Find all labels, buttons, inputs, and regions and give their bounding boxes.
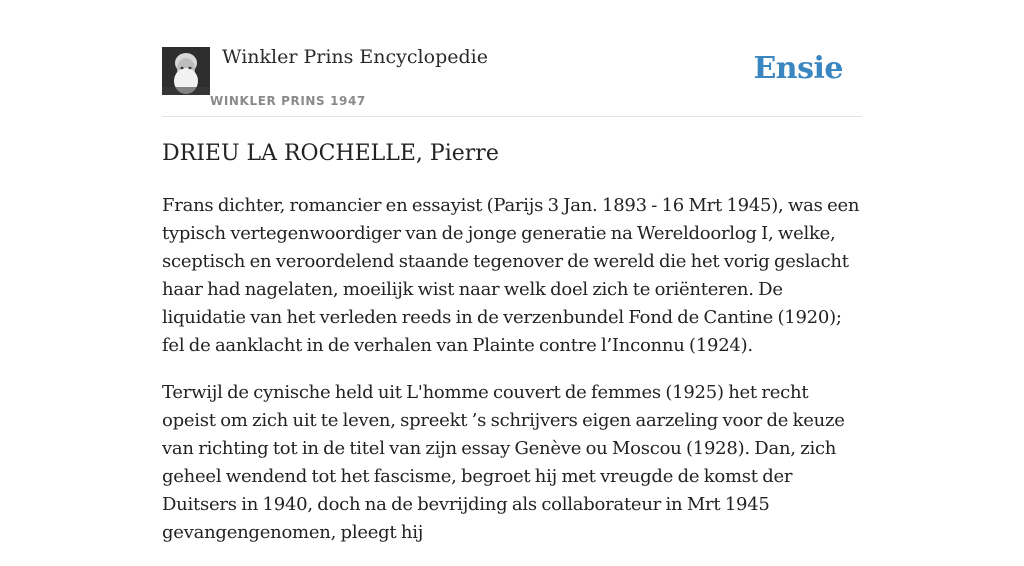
- site-subtitle: WINKLER PRINS 1947: [210, 94, 366, 108]
- article-body: [162, 192, 862, 566]
- page-container: [162, 0, 862, 543]
- article-paragraph: Terwijl de cynische held uit L'homme couvert de femmes (1925) het recht opeist om zich uit te leven, spreekt ’s schrijvers eigen aarzeling voor de keuze van richting tot in de titel van zijn essay Genève ou Moscou (1928). Dan, zich geheel wendend tot het fascisme, begroet hij met vreugde de komst der Duitsers in 1940, doch na de bevrijding als collaborateur in Mrt 1945 gevangengenomen, pleegt hij: [162, 382, 845, 543]
- site-header: [162, 0, 862, 117]
- ensie-logo-link[interactable]: Ensie: [753, 51, 843, 86]
- article-title: DRIEU LA ROCHELLE, Pierre: [162, 141, 499, 166]
- portrait-avatar[interactable]: [162, 47, 210, 95]
- article-paragraph: Frans dichter, romancier en essayist (Parijs 3 Jan. 1893 - 16 Mrt 1945), was een typisch vertegenwoordiger van de jonge generatie na Wereldoorlog I, welke, sceptisch en veroordelend staande tegenover de wereld die het vorig geslacht haar had nagelaten, moeilijk wist naar welk doel zich te oriënteren. De liquidatie van het verleden reeds in de verzenbundel Fond de Cantine (1920); fel de aanklacht in de verhalen van Plainte contre l’Inconnu (1924).: [162, 195, 860, 356]
- portrait-avatar-icon: [162, 47, 210, 95]
- site-title[interactable]: Winkler Prins Encyclopedie: [222, 46, 488, 68]
